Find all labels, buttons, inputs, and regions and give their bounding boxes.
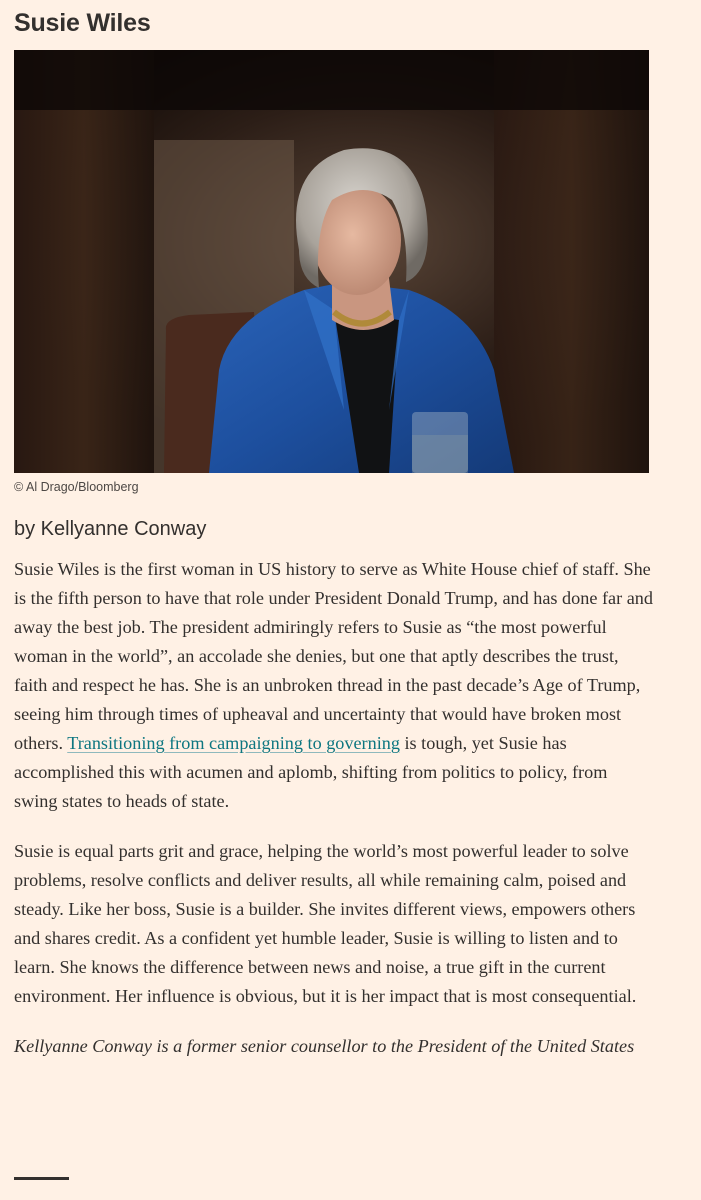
photo-credit: © Al Drago/Bloomberg [14,480,139,494]
article-headline: Susie Wiles [14,9,151,37]
paragraph-1 [14,555,654,816]
paragraph-2: Susie is equal parts grit and grace, helping the world’s most powerful leader to solve problems, resolve conflicts and deliver results, all while remaining calm, poised and steady. Like her boss, Susie is a builder. She invites different views, empowers others and shares credit. As a confident yet humble leader, Susie is willing to listen and to learn. She knows the difference between news and noise, a true gift in the current environment. Her influence is obvious, but it is her impact that is most consequential. [14,841,637,1006]
author-note: Kellyanne Conway is a former senior counsellor to the President of the United States [14,1036,635,1056]
article-byline: by Kellyanne Conway [14,518,207,540]
paragraph-1-text-start: Susie Wiles is the first woman in US history to serve as White House chief of staff. She is the fifth person to have that role under President Donald Trump, and has done far and away the best job. The president admiringly refers to Susie as “the most powerful woman in the world”, an accolade she denies, but one that aptly describes the trust, faith and respect he has. She is an unbroken thread in the past decade’s Age of Trump, seeing him through times of upheaval and uncertainty that would have broken most others. [14,559,653,753]
article-body [14,555,654,1082]
section-divider [14,1177,69,1180]
paragraph-1-text-end: is tough, yet Susie has accomplished this with acumen and aplomb, shifting from politics to policy, from swing states to heads of state. [14,733,608,811]
article-photo [14,50,649,473]
transitioning-link[interactable]: Transitioning from campaigning to governing [67,733,400,753]
